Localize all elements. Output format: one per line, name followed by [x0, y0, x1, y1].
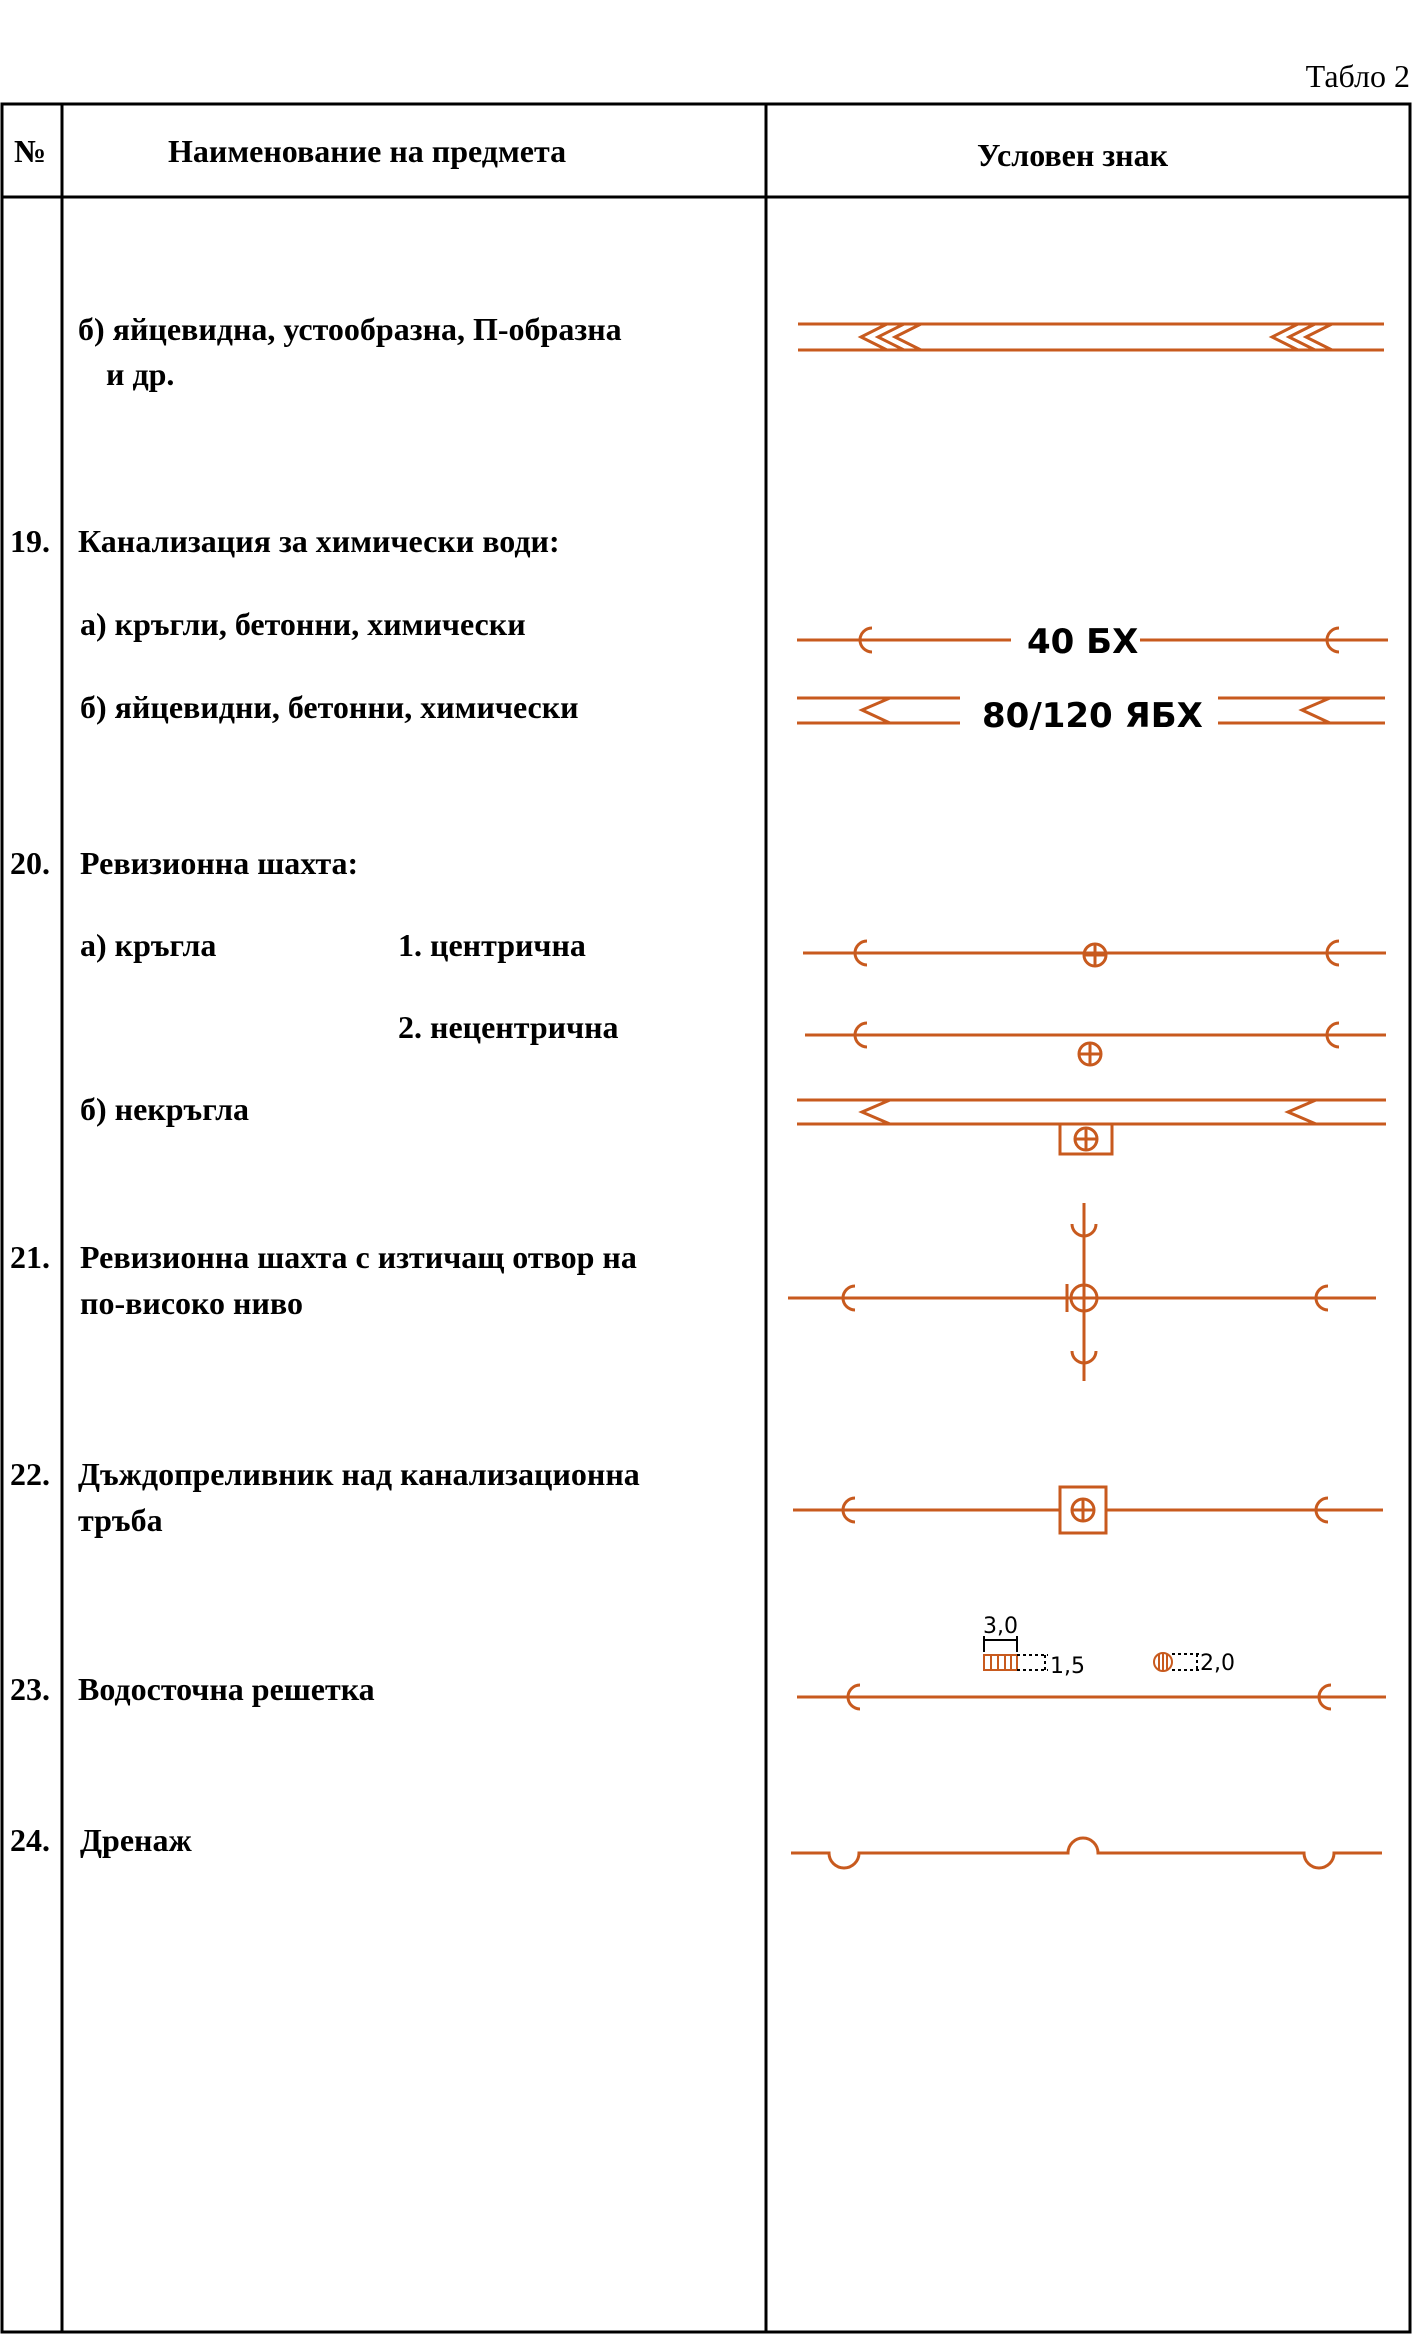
- noncircular-manhole-symbol: [797, 1100, 1386, 1154]
- raised-outlet-manhole-symbol: [788, 1203, 1376, 1381]
- row-number: 24.: [10, 1822, 50, 1858]
- row-text: Дренаж: [80, 1822, 192, 1858]
- offset-manhole-symbol: [805, 1023, 1386, 1065]
- row-text: б) яйцевидна, устообразна, П-образна: [78, 311, 622, 347]
- central-manhole-symbol: [803, 941, 1386, 966]
- row-number: 21.: [10, 1239, 50, 1275]
- storm-overflow-symbol: [793, 1487, 1383, 1533]
- row-number: 19.: [10, 523, 50, 559]
- table-label: Табло 2: [1305, 58, 1410, 94]
- header-name: Наименование на предмета: [168, 133, 567, 169]
- row-number: 20.: [10, 845, 50, 881]
- row-text: б) яйцевидни, бетонни, химически: [80, 689, 579, 725]
- row-subtext: 2. нецентрична: [398, 1009, 619, 1045]
- row-text: Ревизионна шахта с изтичащ отвор на: [80, 1239, 637, 1275]
- row-text: Ревизионна шахта:: [80, 845, 359, 881]
- header-num: №: [14, 133, 47, 169]
- double-line-chevrons-symbol: [798, 324, 1384, 350]
- row-number: 22.: [10, 1456, 50, 1492]
- dimension-label: 3,0: [983, 1614, 1018, 1639]
- header-symbol: Условен знак: [977, 137, 1169, 173]
- dimension-label: 2,0: [1200, 1651, 1235, 1676]
- row-number: 23.: [10, 1671, 50, 1707]
- row-text: а) кръгли, бетонни, химически: [80, 606, 526, 642]
- row-text: Водосточна решетка: [78, 1671, 375, 1707]
- row-text: б) некръгла: [80, 1091, 250, 1127]
- symbol-label: 40 БХ: [1027, 622, 1139, 662]
- row-text-cont: тръба: [78, 1502, 163, 1538]
- row-text: а) кръгла: [80, 927, 217, 963]
- row-text: Канализация за химически води:: [78, 523, 560, 559]
- row-text-cont: и др.: [106, 356, 175, 392]
- drainage-symbol: [791, 1838, 1382, 1868]
- gully-grate-symbol: [797, 1653, 1386, 1709]
- dimension-label: 1,5: [1050, 1654, 1085, 1679]
- row-text: Дъждопреливник над канализационна: [78, 1456, 640, 1492]
- symbol-label: 80/120 ЯБХ: [982, 696, 1203, 736]
- row-text-cont: по-високо ниво: [80, 1285, 303, 1321]
- row-subtext: 1. центрична: [398, 927, 586, 963]
